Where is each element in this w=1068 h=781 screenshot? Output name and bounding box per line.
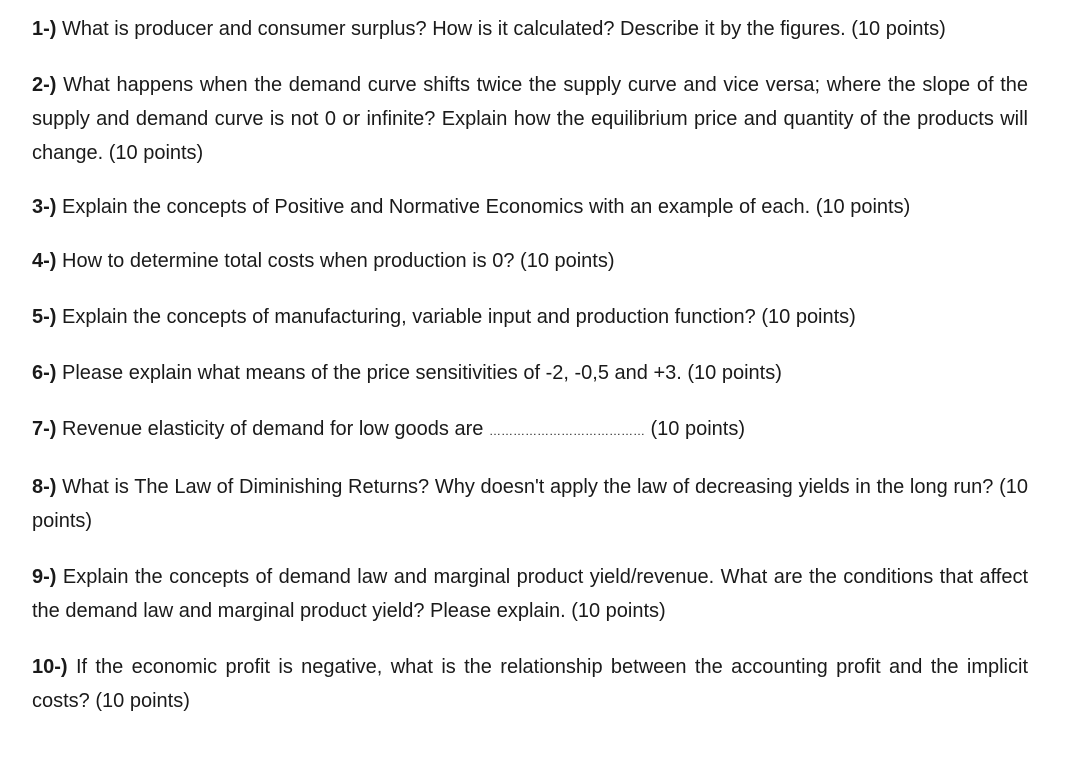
question-8	[32, 470, 1028, 538]
question-text: Revenue elasticity of demand for low goods are	[62, 418, 484, 440]
question-4	[32, 244, 1028, 278]
question-number: 10-)	[32, 656, 68, 678]
question-3	[32, 190, 1028, 224]
question-5	[32, 300, 1028, 334]
question-text: If the economic profit is negative, what is the relationship between the accounting profit and the implicit costs? (10 points)	[32, 656, 1028, 712]
question-text: Explain the concepts of manufacturing, variable input and production function? (10 points)	[62, 306, 856, 328]
question-7	[32, 412, 1028, 448]
question-text: Please explain what means of the price sensitivities of -2, -0,5 and +3. (10 points)	[62, 362, 782, 384]
question-number: 5-)	[32, 306, 57, 328]
question-number: 7-)	[32, 418, 57, 440]
question-text: What is producer and consumer surplus? How is it calculated? Describe it by the figures. (10 points)	[62, 18, 946, 40]
question-number: 6-)	[32, 362, 57, 384]
question-2	[32, 68, 1028, 170]
question-number: 9-)	[32, 566, 57, 588]
question-number: 3-)	[32, 196, 57, 218]
question-number: 4-)	[32, 250, 57, 272]
question-1	[32, 12, 1028, 46]
question-10	[32, 650, 1028, 718]
question-number: 2-)	[32, 74, 57, 96]
question-number: 8-)	[32, 476, 57, 498]
question-number: 1-)	[32, 18, 57, 40]
answer-blank: …………………………………	[488, 424, 645, 438]
question-text: What is The Law of Diminishing Returns? Why doesn't apply the law of decreasing yields in the long run? (10 points)	[32, 476, 1028, 532]
question-text: Explain the concepts of Positive and Normative Economics with an example of each. (10 points)	[62, 196, 911, 218]
question-text: How to determine total costs when production is 0? (10 points)	[62, 250, 615, 272]
question-text: What happens when the demand curve shifts twice the supply curve and vice versa; where the slope of the supply and demand curve is not 0 or infinite? Explain how the equilibrium price and quantity of the products will change. (10 points)	[32, 74, 1028, 164]
question-text: Explain the concepts of demand law and marginal product yield/revenue. What are the conditions that affect the demand law and marginal product yield? Please explain. (10 points)	[32, 566, 1028, 622]
question-6	[32, 356, 1028, 390]
question-points: (10 points)	[650, 418, 745, 440]
question-9	[32, 560, 1028, 628]
